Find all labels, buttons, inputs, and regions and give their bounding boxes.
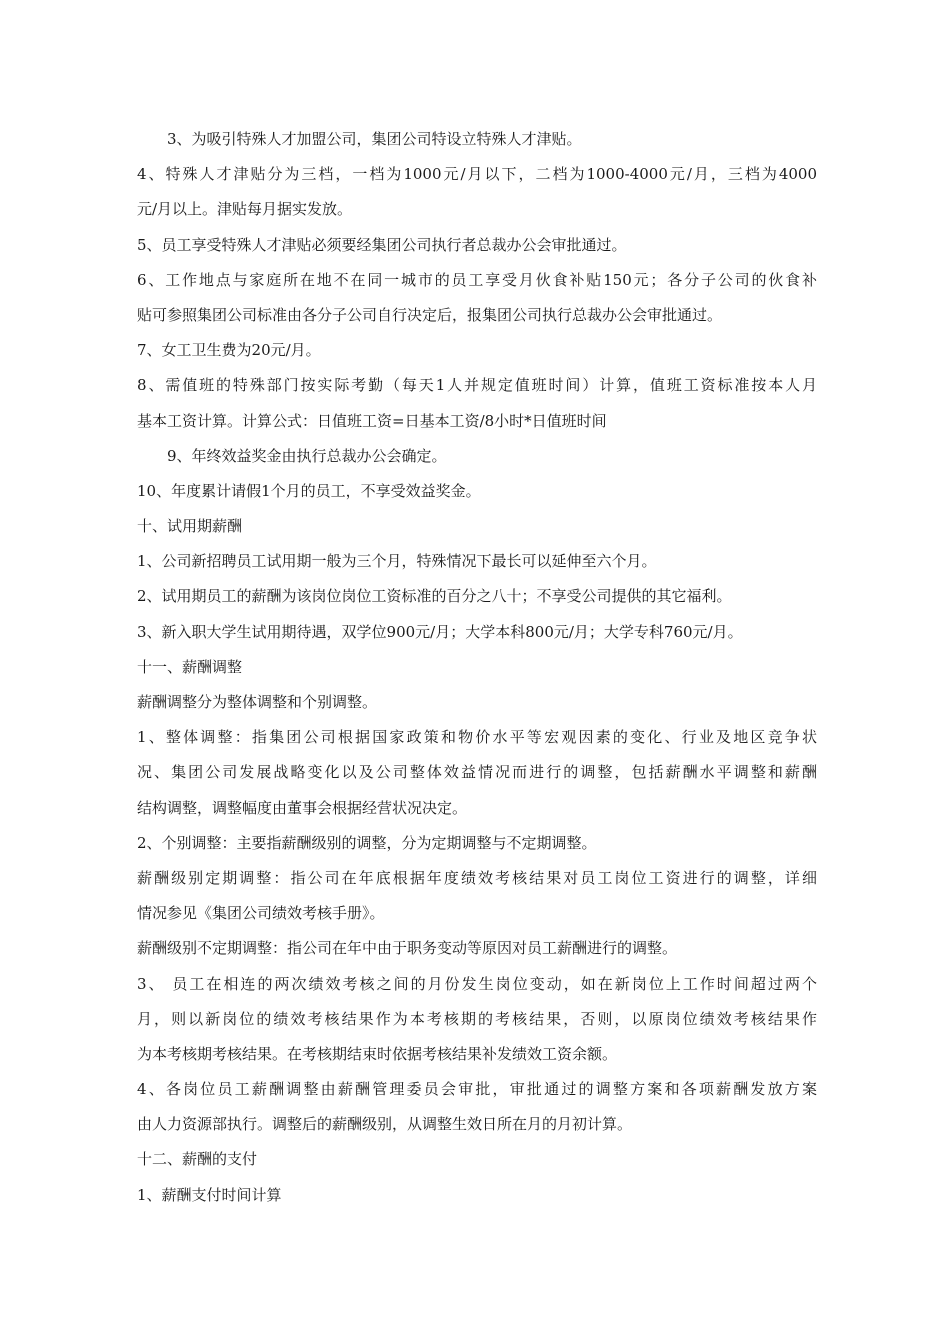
text-line: 贴可参照集团公司标准由各分子公司自行决定后，报集团公司执行总裁办公会审批通过。 bbox=[137, 305, 723, 324]
text-line: 薪酬调整分为整体调整和个别调整。 bbox=[137, 693, 378, 711]
text-line: 基本工资计算。计算公式：日值班工资=日基本工资/8小时*日值班时间 bbox=[137, 411, 607, 430]
text-line: 4、各岗位员工薪酬调整由薪酬管理委员会审批，审批通过的调整方案和各项薪酬发放方案 bbox=[137, 1080, 817, 1099]
text-line: 元/月以上。津贴每月据实发放。 bbox=[137, 200, 353, 219]
text-line: 由人力资源部执行。调整后的薪酬级别，从调整生效日所在月的月初计算。 bbox=[137, 1115, 633, 1134]
text-line: 3、新入职大学生试用期待遇，双学位900元/月；大学本科800元/月；大学专科760元/月。 bbox=[137, 622, 743, 641]
text-line: 1、公司新招聘员工试用期一般为三个月，特殊情况下最长可以延伸至六个月。 bbox=[137, 552, 657, 571]
text-line: 1、薪酬支付时间计算 bbox=[137, 1185, 282, 1204]
text-line: 十、试用期薪酬 bbox=[137, 517, 243, 536]
text-line: 1、整体调整：指集团公司根据国家政策和物价水平等宏观因素的变化、行业及地区竞争状 bbox=[137, 728, 817, 747]
text-line: 2、个别调整：主要指薪酬级别的调整，分为定期调整与不定期调整。 bbox=[137, 833, 597, 852]
text-line: 薪酬级别不定期调整：指公司在年中由于职务变动等原因对员工薪酬进行的调整。 bbox=[137, 939, 678, 958]
text-line: 7、女工卫生费为20元/月。 bbox=[137, 341, 321, 360]
text-line: 十一、薪酬调整 bbox=[137, 657, 243, 676]
text-line: 结构调整，调整幅度由董事会根据经营状况决定。 bbox=[137, 798, 468, 817]
text-line: 8、需值班的特殊部门按实际考勤（每天1人并规定值班时间）计算，值班工资标准按本人月 bbox=[137, 376, 817, 395]
text-line: 况、集团公司发展战略变化以及公司整体效益情况而进行的调整，包括薪酬水平调整和薪酬 bbox=[137, 763, 817, 782]
text-line: 薪酬级别定期调整：指公司在年底根据年度绩效考核结果对员工岗位工资进行的调整，详细 bbox=[137, 868, 817, 887]
text-line: 10、年度累计请假1个月的员工，不享受效益奖金。 bbox=[137, 481, 481, 500]
text-line: 9、年终效益奖金由执行总裁办公会确定。 bbox=[167, 446, 447, 465]
text-line: 2、试用期员工的薪酬为该岗位岗位工资标准的百分之八十；不享受公司提供的其它福利。 bbox=[137, 587, 732, 606]
text-line: 月，则以新岗位的绩效考核结果作为本考核期的考核结果，否则，以原岗位绩效考核结果作 bbox=[137, 1009, 817, 1028]
text-line: 情况参见《集团公司绩效考核手册》。 bbox=[137, 904, 385, 923]
text-line: 3、为吸引特殊人才加盟公司，集团公司特设立特殊人才津贴。 bbox=[167, 130, 582, 148]
text-line: 3、 员工在相连的两次绩效考核之间的月份发生岗位变动，如在新岗位上工作时间超过两个 bbox=[137, 974, 817, 993]
text-line: 十二、薪酬的支付 bbox=[137, 1150, 258, 1169]
text-line: 为本考核期考核结果。在考核期结束时依据考核结果补发绩效工资余额。 bbox=[137, 1044, 618, 1063]
text-line: 6、工作地点与家庭所在地不在同一城市的员工享受月伙食补贴150元；各分子公司的伙食补 bbox=[137, 270, 817, 289]
document-body bbox=[137, 122, 817, 1213]
text-line: 4、特殊人才津贴分为三档，一档为1000元/月以下，二档为1000-4000元/月，三档为4000 bbox=[137, 165, 817, 184]
text-line: 5、员工享受特殊人才津贴必须要经集团公司执行者总裁办公会审批通过。 bbox=[137, 235, 627, 254]
